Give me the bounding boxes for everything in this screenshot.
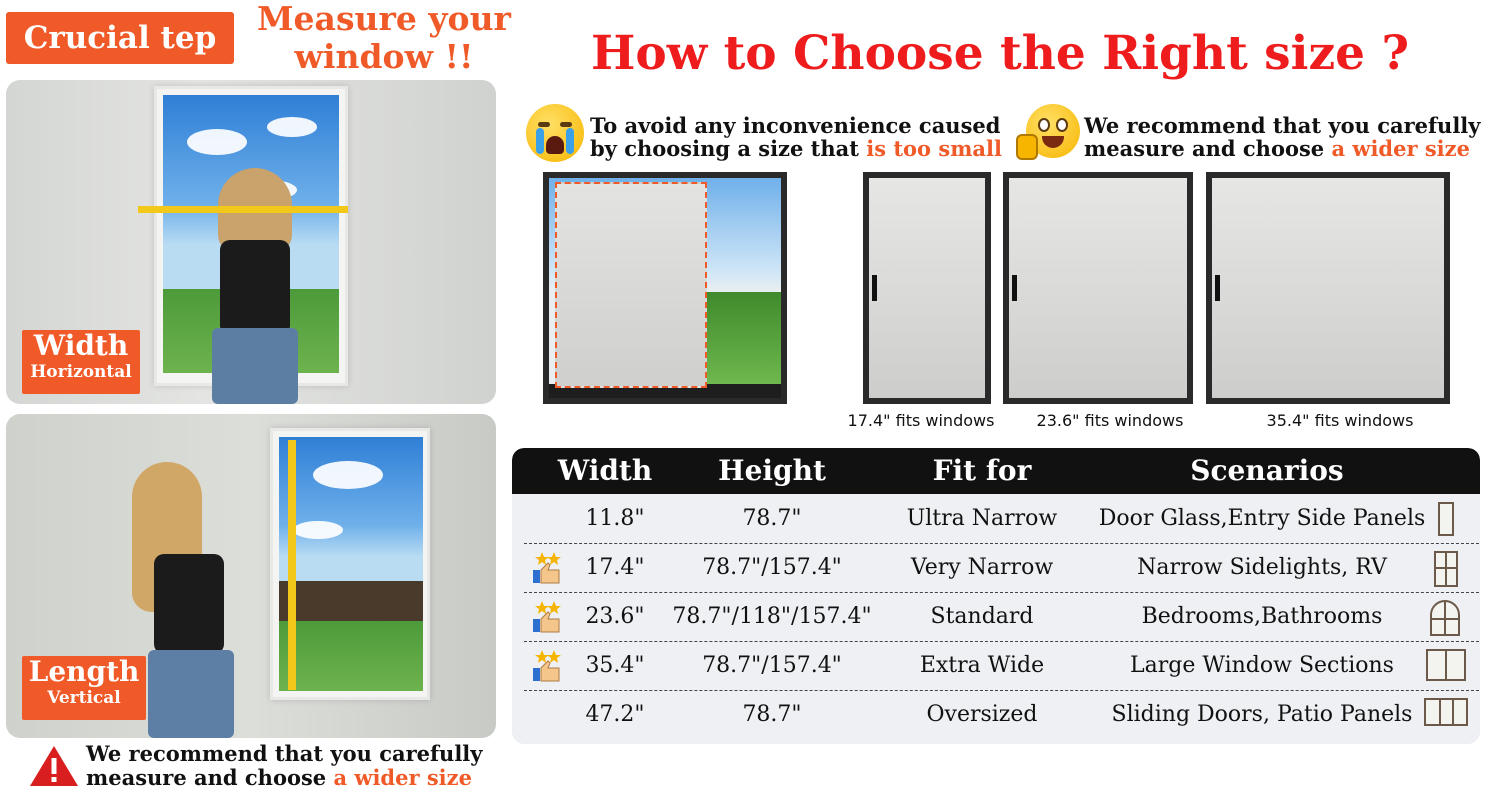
warning-line2-prefix: measure and choose <box>86 765 334 790</box>
length-measure-photo <box>6 414 496 738</box>
header-height: Height <box>718 454 826 487</box>
double-window-icon <box>1426 649 1466 681</box>
crying-face-icon <box>526 104 584 162</box>
cell-fit: Extra Wide <box>919 653 1045 678</box>
window-23-6 <box>1003 172 1193 404</box>
cell-fit: Oversized <box>926 702 1038 727</box>
cell-scenario: Large Window Sections <box>1130 653 1394 678</box>
header-fit-for: Fit for <box>932 454 1032 487</box>
table-header <box>512 448 1480 494</box>
size-table <box>512 448 1480 744</box>
width-tag <box>22 330 140 394</box>
table-row <box>512 592 1480 641</box>
cell-width: 47.2" <box>585 702 645 727</box>
cell-fit: Standard <box>930 604 1034 629</box>
window-35-4 <box>1206 172 1450 404</box>
patio-door-icon <box>1424 698 1468 726</box>
warning-text <box>86 742 482 790</box>
narrow-door-icon <box>1438 502 1454 536</box>
length-tag-sub: Vertical <box>47 688 121 708</box>
measure-heading-line1: Measure your <box>257 0 511 38</box>
measuring-tape <box>288 440 296 690</box>
length-tag <box>22 656 146 720</box>
small-size-note <box>590 114 1002 160</box>
cell-scenario: Sliding Doors, Patio Panels <box>1111 702 1413 727</box>
wider-size-note-prefix: measure and choose <box>1084 136 1332 161</box>
cell-width: 23.6" <box>585 604 645 629</box>
width-tag-sub: Horizontal <box>30 362 132 382</box>
warning-line2 <box>86 766 482 790</box>
wider-size-note-line1: We recommend that you carefully <box>1084 113 1481 138</box>
small-size-note-prefix: by choosing a size that <box>590 136 867 161</box>
measuring-tape <box>138 206 348 213</box>
length-tag-main: Length <box>28 655 140 688</box>
window-17-4 <box>863 172 991 404</box>
caption-35-4: 35.4" fits windows <box>1266 411 1414 430</box>
recommended-thumbs-up-icon <box>530 649 564 683</box>
cell-width: 17.4" <box>585 555 645 580</box>
person-top <box>220 240 290 330</box>
thumbs-up-face-icon <box>1026 104 1080 158</box>
sidelight-window-icon <box>1434 551 1458 587</box>
cell-width: 11.8" <box>585 506 645 531</box>
small-size-note-line2 <box>590 137 1002 160</box>
film-too-small <box>555 182 707 388</box>
width-tag-main: Width <box>33 329 129 362</box>
header-scenarios: Scenarios <box>1190 454 1344 487</box>
warning-icon <box>28 744 80 788</box>
cell-height: 78.7"/157.4" <box>702 653 842 678</box>
header-width: Width <box>557 454 653 487</box>
measure-heading-line2: window !! <box>294 37 474 76</box>
too-small-window-illustration <box>543 172 787 404</box>
table-row <box>512 543 1480 592</box>
wider-size-note <box>1084 114 1480 160</box>
caption-17-4: 17.4" fits windows <box>847 411 995 430</box>
cell-height: 78.7" <box>742 702 802 727</box>
cell-scenario: Door Glass,Entry Side Panels <box>1098 506 1426 531</box>
page-title: How to Choose the Right size ? <box>591 26 1409 81</box>
caption-23-6: 23.6" fits windows <box>1036 411 1184 430</box>
table-row <box>512 641 1480 690</box>
cell-height: 78.7"/118"/157.4" <box>672 604 872 629</box>
measure-heading <box>244 0 524 76</box>
recommended-thumbs-up-icon <box>530 600 564 634</box>
person-jeans <box>212 328 298 404</box>
cell-fit: Very Narrow <box>910 555 1054 580</box>
warning-line2-accent: a wider size <box>333 765 472 790</box>
crucial-step-label: Crucial tep <box>6 12 234 64</box>
table-row <box>512 494 1480 543</box>
small-size-note-line1: To avoid any inconvenience caused <box>590 113 1001 138</box>
small-size-note-accent: is too small <box>866 136 1002 161</box>
cell-scenario: Bedrooms,Bathrooms <box>1141 604 1383 629</box>
wider-size-note-accent: a wider size <box>1331 136 1470 161</box>
cell-width: 35.4" <box>585 653 645 678</box>
warning-line1: We recommend that you carefully <box>86 741 483 766</box>
arched-window-icon <box>1430 600 1460 636</box>
cell-fit: Ultra Narrow <box>906 506 1058 531</box>
recommended-thumbs-up-icon <box>530 551 564 585</box>
warning-note <box>28 742 498 792</box>
table-row <box>512 690 1480 739</box>
person-jeans <box>148 650 234 738</box>
person-top <box>154 554 224 654</box>
cell-height: 78.7" <box>742 506 802 531</box>
wider-size-note-line2 <box>1084 137 1480 160</box>
cell-height: 78.7"/157.4" <box>702 555 842 580</box>
width-measure-photo <box>6 80 496 404</box>
cell-scenario: Narrow Sidelights, RV <box>1137 555 1387 580</box>
